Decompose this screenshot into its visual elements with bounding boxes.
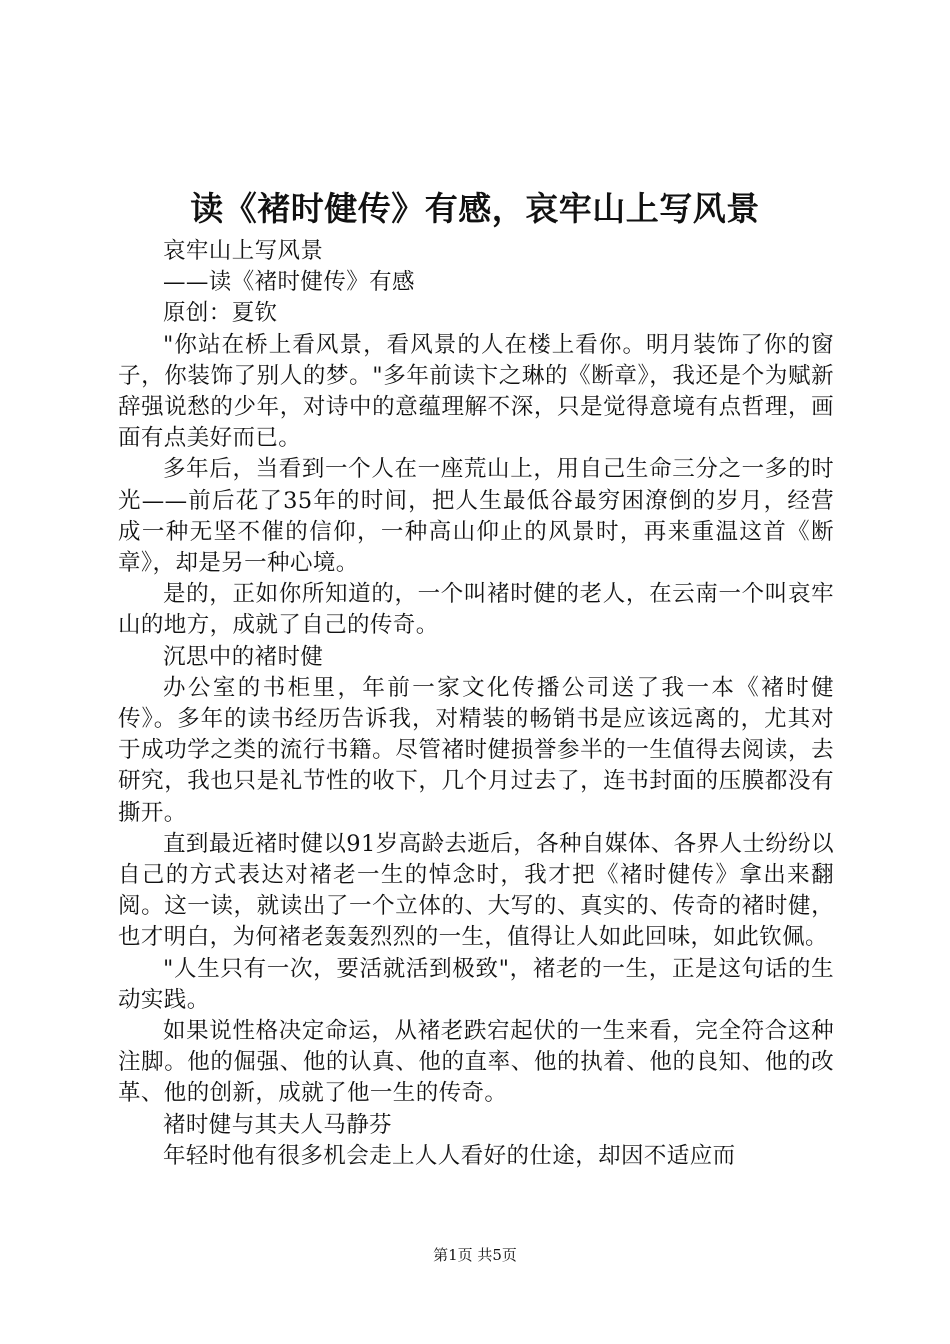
paragraph: 如果说性格决定命运，从褚老跌宕起伏的一生来看，完全符合这种注脚。他的倔强、他的认真、他的直率、他的执着、他的良知、他的改革、他的创新，成就了他一生的传奇。 bbox=[118, 1018, 834, 1107]
paragraph: 年轻时他有很多机会走上人人看好的仕途，却因不适应而 bbox=[163, 1142, 736, 1169]
paragraph: 哀牢山上写风景 bbox=[163, 238, 324, 264]
paragraph: "你站在桥上看风景，看风景的人在楼上看你。明月装饰了你的窗子，你装饰了别人的梦。"多年前读卞之琳的《断章》，我还是个为赋新辞强说愁的少年，对诗中的意蕴理解不深，只是觉得意境有点哲理，画面有点美好而已。 bbox=[118, 331, 834, 452]
paragraph: 沉思中的褚时健 bbox=[163, 643, 324, 670]
paragraph: 褚时健与其夫人马静芬 bbox=[163, 1111, 393, 1138]
page-number-footer: 第1页 共5页 bbox=[433, 1246, 517, 1264]
paragraph: "人生只有一次，要活就活到极致"，褚老的一生，正是这句话的生动实践。 bbox=[118, 955, 834, 1013]
paragraph: 是的，正如你所知道的，一个叫褚时健的老人，在云南一个叫哀牢山的地方，成就了自己的传奇。 bbox=[118, 581, 834, 639]
paragraph: 原创：夏钦 bbox=[163, 300, 278, 327]
paragraph: ——读《褚时健传》有感 bbox=[163, 269, 415, 296]
paragraph: 直到最近褚时健以91岁高龄去逝后，各种自媒体、各界人士纷纷以自己的方式表达对褚老一生的悼念时，我才把《褚时健传》拿出来翻阅。这一读，就读出了一个立体的、大写的、真实的、传奇的褚时健，也才明白，为何褚老轰轰烈烈的一生，值得让人如此回味，如此钦佩。 bbox=[118, 830, 834, 951]
document-body bbox=[118, 236, 834, 1172]
paragraph: 办公室的书柜里，年前一家文化传播公司送了我一本《褚时健传》。多年的读书经历告诉我，对精装的畅销书是应该远离的，尤其对于成功学之类的流行书籍。尽管褚时健损誉参半的一生值得去阅读，去研究，我也只是礼节性的收下，几个月过去了，连书封面的压膜都没有撕开。 bbox=[118, 674, 834, 826]
document-title: 读《褚时健传》有感，哀牢山上写风景 bbox=[190, 189, 760, 228]
paragraph: 多年后，当看到一个人在一座荒山上，用自己生命三分之一多的时光——前后花了35年的时间，把人生最低谷最穷困潦倒的岁月，经营成一种无坚不催的信仰，一种高山仰止的风景时，再来重温这首《断章》，却是另一种心境。 bbox=[118, 456, 834, 577]
